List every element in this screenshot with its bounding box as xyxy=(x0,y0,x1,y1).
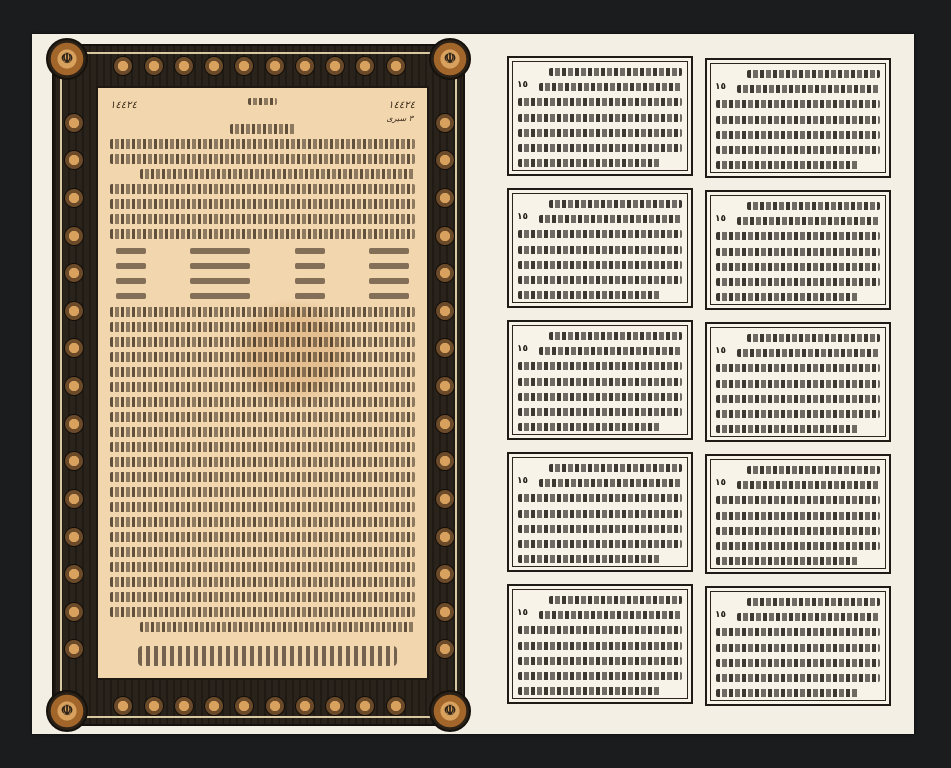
border-medallion xyxy=(435,602,455,622)
coupon-number: ١٥ xyxy=(715,346,726,356)
coupon-number: ١٥ xyxy=(517,476,528,486)
coupon-text-line xyxy=(716,644,880,652)
corner-medallion-top-right: ☫ xyxy=(429,38,471,80)
border-medallion xyxy=(386,696,406,716)
coupon-text-line xyxy=(518,510,682,518)
interest-coupon xyxy=(507,188,693,308)
border-medallion xyxy=(64,527,84,547)
border-medallion xyxy=(174,696,194,716)
border-medallion xyxy=(64,188,84,208)
coupon-text-line xyxy=(539,479,682,487)
coupon-text-line xyxy=(716,659,880,667)
corner-medallion-bottom-left: ☫ xyxy=(46,690,88,732)
coupon-text-line xyxy=(518,525,682,533)
coupon-text-line xyxy=(716,425,859,433)
coupon-text-line xyxy=(737,481,880,489)
coupon-text-line xyxy=(518,642,682,650)
coupon-text-line xyxy=(716,131,880,139)
header-line xyxy=(188,98,337,110)
serial-number-right: ١٤٤٢٤ xyxy=(388,100,415,111)
border-medallion xyxy=(265,56,285,76)
border-medallion xyxy=(295,56,315,76)
coupon-text-line xyxy=(716,278,880,286)
coupon-text-line xyxy=(549,596,682,604)
coupon-text-line xyxy=(549,332,682,340)
coupon-text-line xyxy=(539,83,682,91)
coupon-text-line xyxy=(716,557,859,565)
coupon-text-line xyxy=(518,261,682,269)
coupon-text-line xyxy=(518,159,661,167)
coupon-number: ١٥ xyxy=(715,478,726,488)
border-medallion xyxy=(435,263,455,283)
border-medallion xyxy=(174,56,194,76)
signatures xyxy=(138,646,397,666)
interest-coupon xyxy=(705,454,891,574)
coupon-text-line xyxy=(747,466,880,474)
coupon-grid xyxy=(507,56,899,716)
coupon-text-line xyxy=(518,129,682,137)
interest-coupon xyxy=(705,190,891,310)
border-medallion xyxy=(386,56,406,76)
border-medallion xyxy=(295,696,315,716)
coupon-text-line xyxy=(518,408,682,416)
border-medallion xyxy=(64,489,84,509)
coupon-text-line xyxy=(716,248,880,256)
border-medallion xyxy=(64,301,84,321)
coupon-number: ١٥ xyxy=(715,610,726,620)
interest-coupon xyxy=(507,584,693,704)
coupon-text-line xyxy=(716,689,859,697)
border-medallion xyxy=(204,696,224,716)
border-medallion xyxy=(64,564,84,584)
corner-medallion-top-left: ☫ xyxy=(46,38,88,80)
coupon-text-line xyxy=(716,395,880,403)
coupon-text-line xyxy=(518,657,682,665)
border-medallion xyxy=(435,188,455,208)
coupon-number: ١٥ xyxy=(517,212,528,222)
border-medallion xyxy=(435,564,455,584)
coupon-text-line xyxy=(716,527,880,535)
coupon-text-line xyxy=(716,263,880,271)
coupon-text-line xyxy=(747,70,880,78)
bond-sheet xyxy=(32,34,914,734)
coupon-text-line xyxy=(716,380,880,388)
coupon-text-line xyxy=(716,293,859,301)
coupon-text-line xyxy=(737,349,880,357)
bond-certificate xyxy=(52,44,465,726)
border-medallion xyxy=(144,56,164,76)
coupon-text-line xyxy=(518,423,661,431)
coupon-number: ١٥ xyxy=(517,344,528,354)
border-medallion xyxy=(64,414,84,434)
border-medallion xyxy=(265,696,285,716)
coupon-text-line xyxy=(716,628,880,636)
coupon-text-line xyxy=(518,246,682,254)
coupon-number: ١٥ xyxy=(517,608,528,618)
coupon-text-line xyxy=(518,276,682,284)
border-medallion xyxy=(64,263,84,283)
denomination-table xyxy=(110,245,415,301)
coupon-text-line xyxy=(716,116,880,124)
border-medallion xyxy=(435,489,455,509)
coupon-text-line xyxy=(518,362,682,370)
certificate-header xyxy=(108,96,417,126)
border-medallion xyxy=(435,527,455,547)
coupon-text-line xyxy=(716,496,880,504)
interest-coupon xyxy=(507,56,693,176)
coupon-text-line xyxy=(716,146,880,154)
coupon-text-line xyxy=(518,687,661,695)
coupon-text-line xyxy=(747,334,880,342)
coupon-text-line xyxy=(539,215,682,223)
border-medallion xyxy=(435,301,455,321)
coupon-text-line xyxy=(539,611,682,619)
coupon-text-line xyxy=(518,291,661,299)
border-medallion xyxy=(144,696,164,716)
coupon-number: ١٥ xyxy=(715,82,726,92)
certificate-text-panel xyxy=(96,86,429,680)
coupon-text-line xyxy=(716,364,880,372)
border-medallion xyxy=(435,226,455,246)
coupon-text-line xyxy=(518,114,682,122)
coupon-text-line xyxy=(716,232,880,240)
interest-coupon xyxy=(705,586,891,706)
series-label: ٣ سيرى xyxy=(386,114,413,123)
border-medallion xyxy=(64,113,84,133)
coupon-text-line xyxy=(518,555,661,563)
border-medallion xyxy=(64,376,84,396)
coupon-text-line xyxy=(716,542,880,550)
coupon-text-line xyxy=(716,674,880,682)
coupon-text-line xyxy=(716,161,859,169)
coupon-text-line xyxy=(539,347,682,355)
coupon-text-line xyxy=(716,512,880,520)
coupon-text-line xyxy=(518,393,682,401)
interest-coupon xyxy=(705,322,891,442)
coupon-text-line xyxy=(747,202,880,210)
coupon-number: ١٥ xyxy=(517,80,528,90)
coupon-text-line xyxy=(737,217,880,225)
coupon-text-line xyxy=(518,98,682,106)
coupon-number: ١٥ xyxy=(715,214,726,224)
corner-medallion-bottom-right: ☫ xyxy=(429,690,471,732)
certificate-body-text xyxy=(110,124,415,637)
coupon-text-line xyxy=(549,68,682,76)
coupon-text-line xyxy=(549,464,682,472)
coupon-text-line xyxy=(518,378,682,386)
coupon-text-line xyxy=(716,100,880,108)
coupon-text-line xyxy=(518,540,682,548)
coupon-text-line xyxy=(737,85,880,93)
coupon-text-line xyxy=(549,200,682,208)
interest-coupon xyxy=(507,320,693,440)
border-medallion xyxy=(64,602,84,622)
interest-coupon xyxy=(705,58,891,178)
coupon-text-line xyxy=(747,598,880,606)
border-medallion xyxy=(435,376,455,396)
coupon-text-line xyxy=(518,672,682,680)
border-medallion xyxy=(435,113,455,133)
serial-number-left: ١٤٤٢٤ xyxy=(110,100,137,111)
border-medallion xyxy=(204,56,224,76)
interest-coupon xyxy=(507,452,693,572)
coupon-text-line xyxy=(518,626,682,634)
coupon-text-line xyxy=(518,230,682,238)
coupon-text-line xyxy=(716,410,880,418)
coupon-text-line xyxy=(518,494,682,502)
border-medallion xyxy=(64,226,84,246)
coupon-text-line xyxy=(518,144,682,152)
coupon-text-line xyxy=(737,613,880,621)
border-medallion xyxy=(435,414,455,434)
